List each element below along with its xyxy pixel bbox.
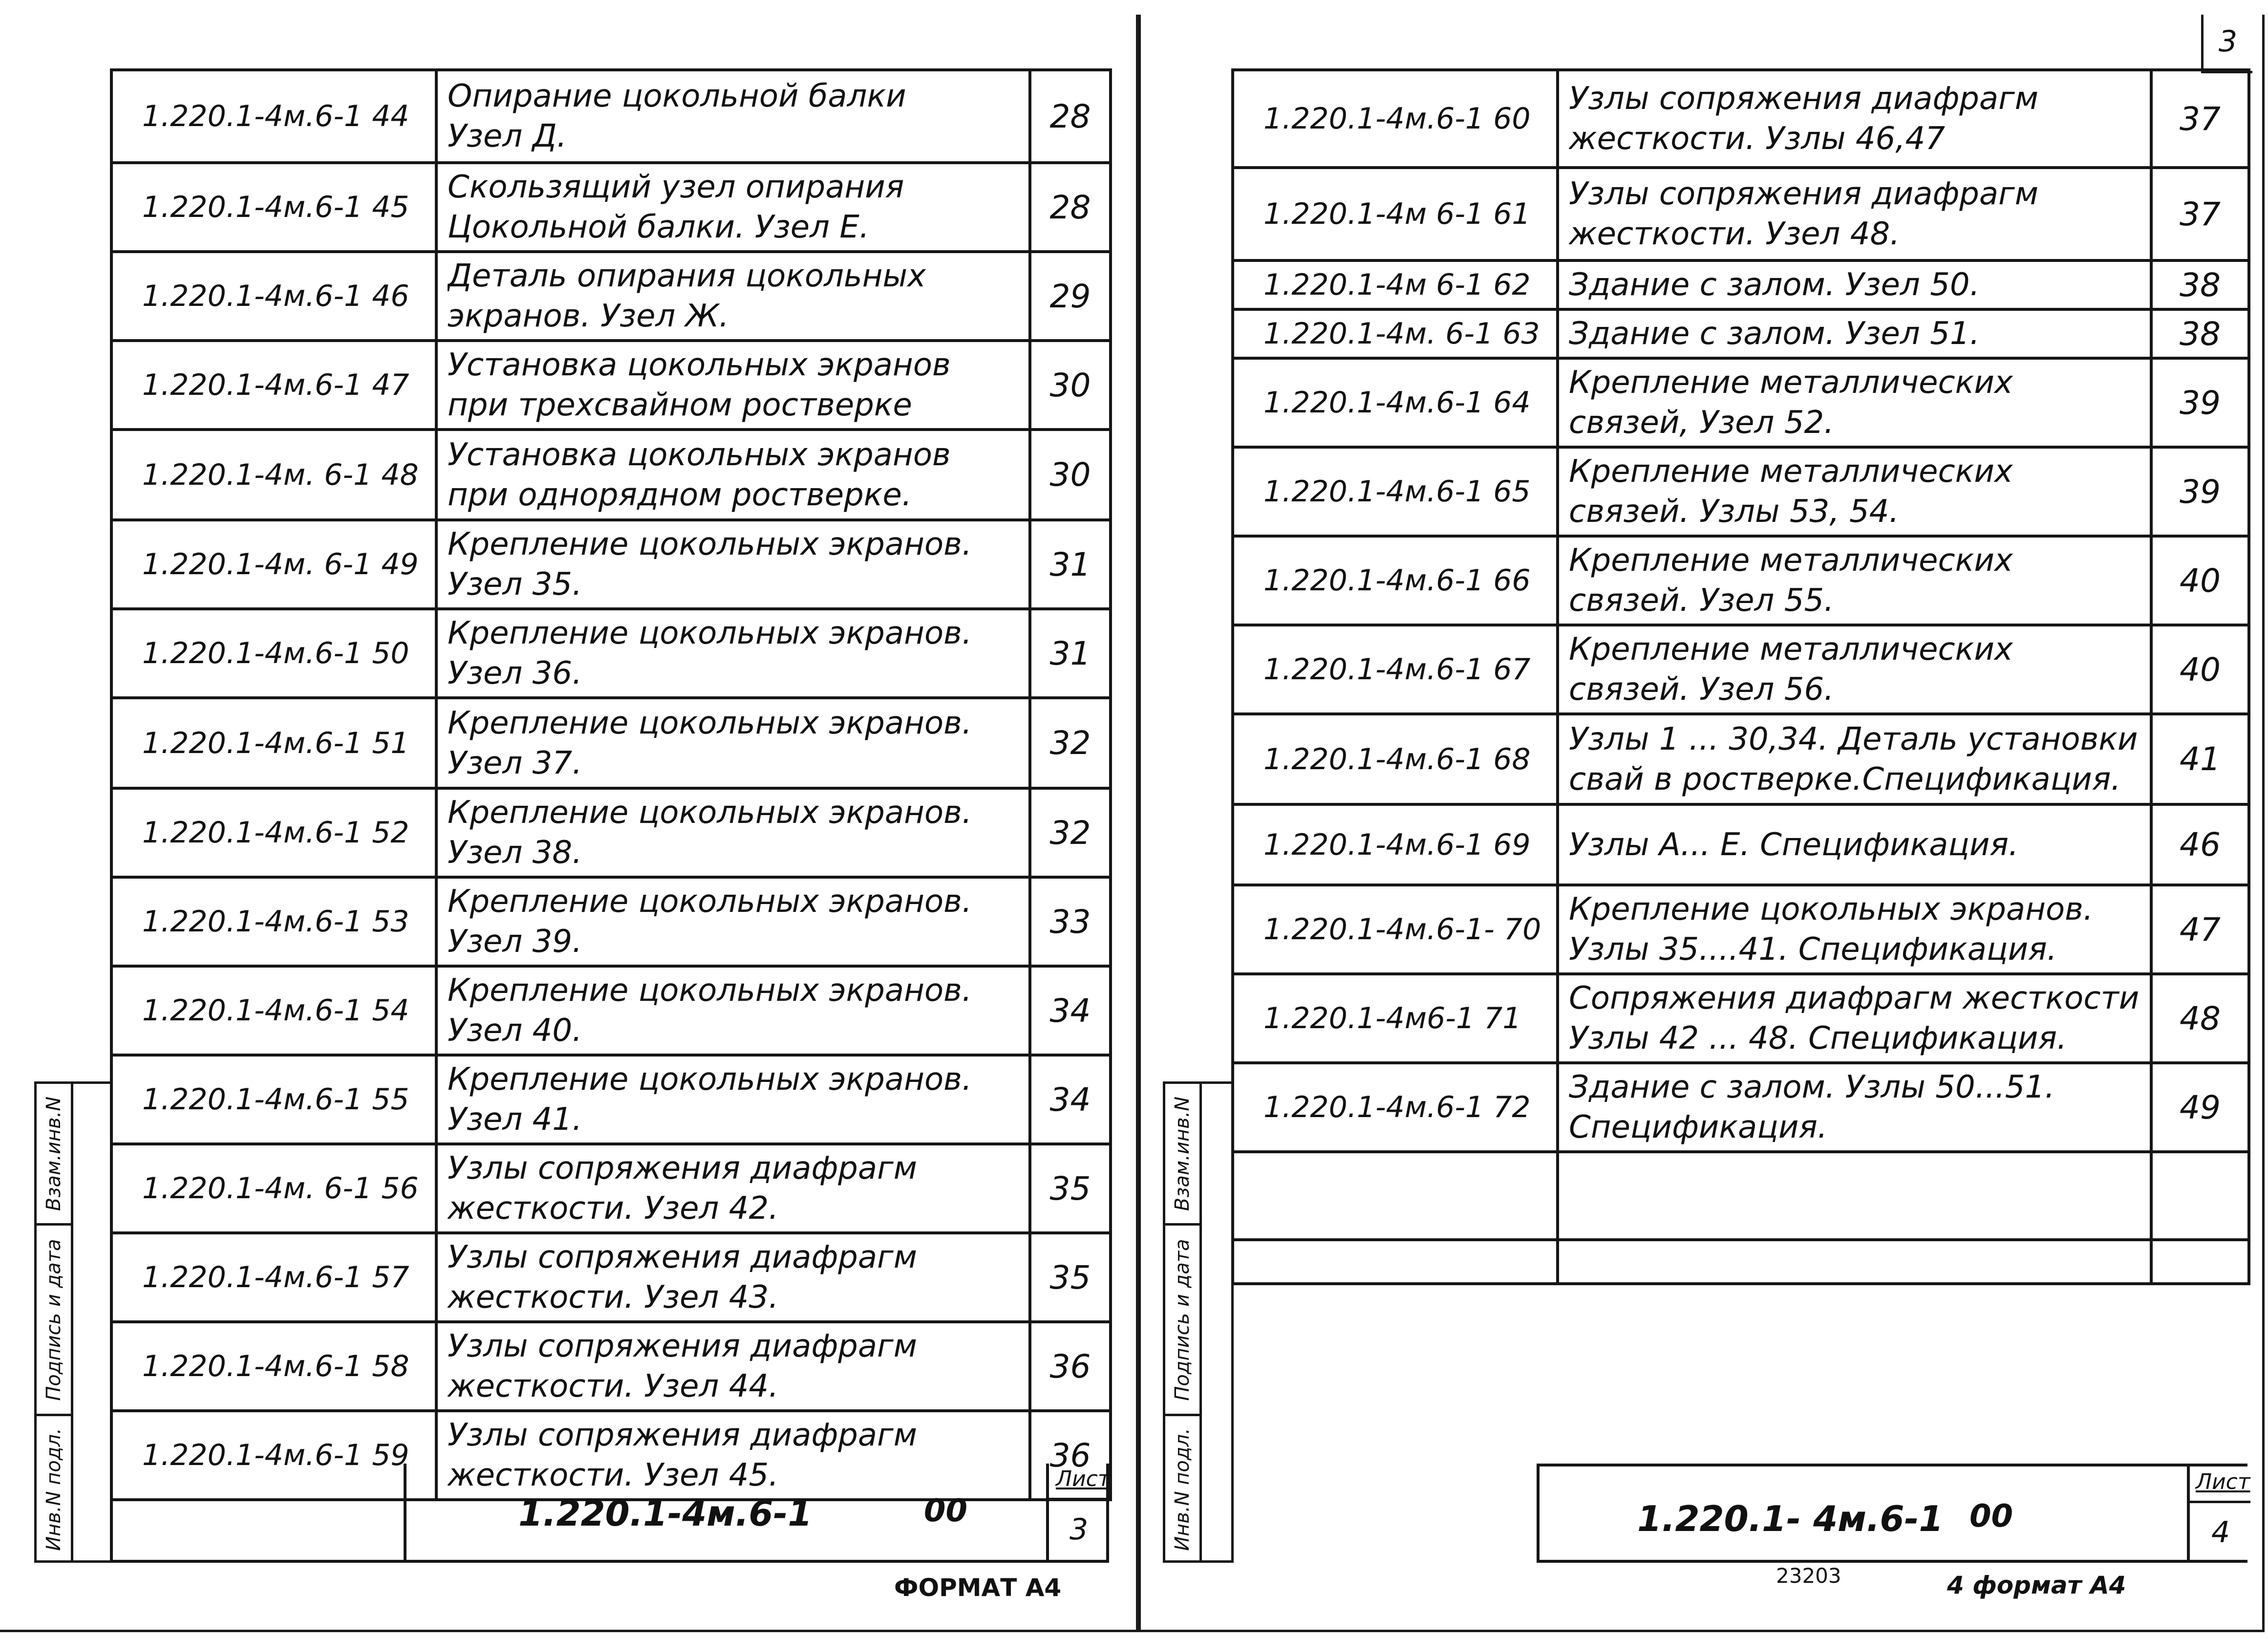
right-tb-rev: 00 bbox=[1969, 1498, 2013, 1534]
right-sign-cell bbox=[1165, 1226, 1199, 1416]
description-line: Крепление цокольных экранов. bbox=[448, 795, 972, 831]
description-line: жесткости. Узел 43. bbox=[448, 1279, 779, 1316]
page-number-cell: 31 bbox=[1030, 520, 1111, 609]
left-sheet-box-line bbox=[1049, 1498, 1112, 1500]
description-cell bbox=[436, 966, 1030, 1055]
description-cell bbox=[1558, 974, 2151, 1063]
contents-row bbox=[111, 1144, 1111, 1233]
page-number-cell: 31 bbox=[1030, 609, 1111, 698]
left-inv-cell bbox=[37, 1416, 71, 1563]
right-inv-cell bbox=[1165, 1416, 1199, 1563]
page-number-cell: 36 bbox=[1030, 1411, 1111, 1500]
description-cell bbox=[1558, 309, 2151, 358]
description-cell bbox=[436, 163, 1030, 252]
left-contents-table bbox=[110, 68, 1112, 1501]
description-cell bbox=[1558, 885, 2151, 974]
right-inv-label: Инв.N подл. bbox=[1171, 1428, 1194, 1551]
right-title-block bbox=[1537, 1464, 2250, 1563]
right-format-note: 4 формат А4 bbox=[1947, 1571, 2126, 1599]
drawing-code-cell: 1.220.1-4м.6-1 65 bbox=[1233, 447, 1558, 536]
description-cell bbox=[436, 252, 1030, 341]
description-cell bbox=[436, 1233, 1030, 1322]
description-cell bbox=[1558, 536, 2151, 625]
description-cell bbox=[436, 70, 1030, 163]
description-line: жесткости. Узел 44. bbox=[448, 1368, 779, 1404]
page-number-cell: 37 bbox=[2151, 70, 2249, 168]
description-line: Крепление металлических bbox=[1569, 365, 2013, 401]
description-line: жесткости. Узел 48. bbox=[1569, 216, 1900, 252]
drawing-code-cell: 1.220.1-4м.6-1 64 bbox=[1233, 358, 1558, 447]
description-line: Узлы сопряжения диафрагм bbox=[448, 1239, 917, 1275]
description-line: свай в ростверке.Спецификация. bbox=[1569, 761, 2121, 798]
description-line: связей, Узел 52. bbox=[1569, 405, 1834, 441]
description-line: Узлы сопряжения диафрагм bbox=[448, 1417, 917, 1453]
description-line: Узлы 1 ... 30,34. Деталь установки bbox=[1569, 721, 2138, 757]
drawing-code-cell: 1.220.1-4м.6-1 46 bbox=[111, 252, 436, 341]
right-stamp-number: 23203 bbox=[1776, 1564, 1841, 1588]
contents-row bbox=[1233, 536, 2249, 625]
left-side-strip bbox=[34, 1081, 112, 1563]
drawing-code-cell: 1.220.1-4м 6-1 61 bbox=[1233, 168, 1558, 260]
description-line: Узлы А... Е. Спецификация. bbox=[1569, 826, 2019, 863]
page-number-cell: 32 bbox=[1030, 698, 1111, 788]
description-line: Узел 36. bbox=[448, 655, 582, 691]
description-cell bbox=[436, 609, 1030, 698]
contents-row bbox=[111, 70, 1111, 163]
description-cell bbox=[1558, 1152, 2151, 1240]
description-line: жесткости. Узел 45. bbox=[448, 1457, 779, 1493]
left-sheet-number: 3 bbox=[1070, 1512, 1089, 1547]
description-line: Крепление цокольных экранов. bbox=[448, 972, 972, 1009]
contents-row bbox=[111, 163, 1111, 252]
description-line: при трехсвайном ростверке bbox=[448, 387, 912, 423]
left-sheet-box bbox=[1046, 1464, 1112, 1560]
description-line: Узел 37. bbox=[448, 745, 582, 781]
description-line: Крепление цокольных экранов. bbox=[448, 884, 972, 920]
description-cell bbox=[436, 1144, 1030, 1233]
left-format-note: ФОРМАТ А4 bbox=[894, 1574, 1062, 1602]
drawing-code-cell: 1.220.1-4м.6-1 57 bbox=[111, 1233, 436, 1322]
description-line: жесткости. Узлы 46,47 bbox=[1569, 121, 1946, 157]
page-number-cell bbox=[2151, 1240, 2249, 1284]
right-sheet bbox=[1138, 15, 2265, 1632]
contents-row bbox=[111, 698, 1111, 788]
page-number-cell: 39 bbox=[2151, 358, 2249, 447]
drawing-code-cell: 1.220.1-4м.6-1 51 bbox=[111, 698, 436, 788]
drawing-code-cell: 1.220.1-4м6-1 71 bbox=[1233, 974, 1558, 1063]
description-line: Крепление металлических bbox=[1569, 453, 2013, 490]
description-cell bbox=[436, 341, 1030, 430]
page-number-cell: 47 bbox=[2151, 885, 2249, 974]
description-cell bbox=[1558, 260, 2151, 309]
description-line: Здание с залом. Узел 51. bbox=[1569, 316, 1980, 352]
left-tb-code: 1.220.1-4м.6-1 bbox=[518, 1493, 813, 1534]
page-number-cell: 48 bbox=[2151, 974, 2249, 1063]
description-cell bbox=[1558, 70, 2151, 168]
description-line: Здание с залом. Узел 50. bbox=[1569, 267, 1980, 303]
contents-row bbox=[1233, 447, 2249, 536]
right-sheet-number: 4 bbox=[2211, 1515, 2230, 1550]
contents-row bbox=[1233, 168, 2249, 260]
description-line: Крепление металлических bbox=[1569, 631, 2013, 668]
contents-row bbox=[1233, 804, 2249, 885]
description-line: Узлы 42 ... 48. Спецификация. bbox=[1569, 1020, 2067, 1057]
page-number-cell: 36 bbox=[1030, 1322, 1111, 1411]
drawing-code-cell: 1.220.1-4м. 6-1 63 bbox=[1233, 309, 1558, 358]
contents-row bbox=[111, 1233, 1111, 1322]
drawing-code-cell: 1.220.1-4м.6-1 55 bbox=[111, 1055, 436, 1144]
drawing-code-cell bbox=[1233, 1240, 1558, 1284]
description-line: связей. Узел 56. bbox=[1569, 671, 1834, 708]
right-vzam-cell bbox=[1165, 1084, 1199, 1226]
contents-row bbox=[111, 966, 1111, 1055]
drawing-code-cell: 1.220.1-4м. 6-1 56 bbox=[111, 1144, 436, 1233]
drawing-code-cell: 1.220.1-4м.6-1 68 bbox=[1233, 714, 1558, 804]
page-number-cell: 28 bbox=[1030, 70, 1111, 163]
page-number-cell: 37 bbox=[2151, 168, 2249, 260]
left-sheet-label: Лист bbox=[1056, 1466, 1111, 1491]
description-cell bbox=[436, 1322, 1030, 1411]
page-number-cell: 33 bbox=[1030, 877, 1111, 966]
page-number-cell: 34 bbox=[1030, 966, 1111, 1055]
left-table-body bbox=[111, 70, 1111, 1500]
page-number-cell: 30 bbox=[1030, 341, 1111, 430]
description-line: Крепление металлических bbox=[1569, 542, 2013, 579]
left-tb-rev: 00 bbox=[924, 1493, 968, 1529]
page-number-cell: 29 bbox=[1030, 252, 1111, 341]
contents-row bbox=[111, 877, 1111, 966]
description-line: при однорядном ростверке. bbox=[448, 476, 912, 513]
description-cell bbox=[1558, 714, 2151, 804]
drawing-code-cell: 1.220.1-4м.6-1 53 bbox=[111, 877, 436, 966]
description-line: Крепление цокольных экранов. bbox=[448, 1061, 972, 1098]
drawing-code-cell: 1.220.1-4м. 6-1 48 bbox=[111, 430, 436, 520]
page-number-cell: 34 bbox=[1030, 1055, 1111, 1144]
description-line: Крепление цокольных экранов. bbox=[1569, 891, 2094, 927]
drawing-code-cell: 1.220.1-4м.6-1 44 bbox=[111, 70, 436, 163]
drawing-code-cell: 1.220.1-4м.6-1 45 bbox=[111, 163, 436, 252]
description-line: Узел 41. bbox=[448, 1101, 582, 1138]
contents-row bbox=[1233, 714, 2249, 804]
left-tb-divider bbox=[404, 1464, 407, 1560]
description-line: Узлы сопряжения диафрагм bbox=[448, 1150, 917, 1186]
page-number-cell bbox=[2151, 1152, 2249, 1240]
left-title-block bbox=[110, 1464, 1109, 1563]
description-cell bbox=[1558, 1240, 2151, 1284]
drawing-code-cell: 1.220.1-4м.6-1 66 bbox=[1233, 536, 1558, 625]
description-line: Узлы сопряжения диафрагм bbox=[1569, 81, 2038, 117]
drawing-code-cell: 1.220.1-4м.6-1 54 bbox=[111, 966, 436, 1055]
left-side-col bbox=[37, 1084, 73, 1560]
description-line: Крепление цокольных экранов. bbox=[448, 705, 972, 741]
description-cell bbox=[1558, 447, 2151, 536]
right-sheet-box bbox=[2187, 1466, 2250, 1560]
contents-row bbox=[111, 1322, 1111, 1411]
description-line: Узлы сопряжения диафрагм bbox=[448, 1328, 917, 1364]
drawing-code-cell: 1.220.1-4м.6-1 72 bbox=[1233, 1063, 1558, 1152]
description-cell bbox=[1558, 358, 2151, 447]
description-line: Деталь опирания цокольных bbox=[448, 258, 926, 294]
left-sign-label: Подпись и дата bbox=[43, 1238, 65, 1401]
description-cell bbox=[1558, 804, 2151, 885]
right-corner-box bbox=[2201, 15, 2252, 73]
description-line: Узел Д. bbox=[448, 118, 567, 154]
right-sheet-label: Лист bbox=[2196, 1469, 2250, 1494]
drawing-code-cell: 1.220.1-4м.6-1 59 bbox=[111, 1411, 436, 1500]
contents-row bbox=[1233, 1152, 2249, 1240]
page-number-cell: 40 bbox=[2151, 625, 2249, 714]
contents-row bbox=[1233, 1063, 2249, 1152]
left-vzam-label: Взам.инв.N bbox=[43, 1096, 65, 1211]
drawing-code-cell: 1.220.1-4м.6-1 67 bbox=[1233, 625, 1558, 714]
drawing-code-cell: 1.220.1-4м. 6-1 49 bbox=[111, 520, 436, 609]
drawing-code-cell: 1.220.1-4м 6-1 62 bbox=[1233, 260, 1558, 309]
contents-row bbox=[1233, 625, 2249, 714]
page-number-cell: 32 bbox=[1030, 788, 1111, 877]
description-line: Узел 40. bbox=[448, 1013, 582, 1049]
contents-row bbox=[1233, 885, 2249, 974]
description-cell bbox=[1558, 1063, 2151, 1152]
right-table-body bbox=[1233, 70, 2249, 1284]
drawing-code-cell: 1.220.1-4м.6-1- 70 bbox=[1233, 885, 1558, 974]
contents-row bbox=[111, 609, 1111, 698]
page-number-cell: 46 bbox=[2151, 804, 2249, 885]
page-number-cell: 38 bbox=[2151, 260, 2249, 309]
contents-row bbox=[111, 252, 1111, 341]
description-line: Узлы 35....41. Спецификация. bbox=[1569, 931, 2057, 968]
description-cell bbox=[436, 877, 1030, 966]
description-line: Спецификация. bbox=[1569, 1109, 1828, 1145]
contents-row bbox=[1233, 358, 2249, 447]
description-line: Узел 35. bbox=[448, 566, 582, 603]
right-sheet-box-line bbox=[2190, 1501, 2250, 1503]
right-contents-table bbox=[1231, 68, 2250, 1285]
page-number-cell: 30 bbox=[1030, 430, 1111, 520]
description-cell bbox=[436, 698, 1030, 788]
right-side-strip bbox=[1163, 1081, 1234, 1563]
description-line: связей. Узлы 53, 54. bbox=[1569, 494, 1899, 530]
description-line: Крепление цокольных экранов. bbox=[448, 526, 972, 562]
description-line: Цокольной балки. Узел Е. bbox=[448, 209, 870, 245]
contents-row bbox=[111, 788, 1111, 877]
contents-row bbox=[1233, 974, 2249, 1063]
description-line: Сопряжения диафрагм жесткости bbox=[1569, 980, 2140, 1016]
page-number-cell: 28 bbox=[1030, 163, 1111, 252]
contents-row bbox=[111, 341, 1111, 430]
right-sign-label: Подпись и дата bbox=[1171, 1238, 1194, 1401]
description-line: Установка цокольных экранов bbox=[448, 436, 951, 473]
right-vzam-label: Взам.инв.N bbox=[1171, 1096, 1194, 1211]
right-tb-code: 1.220.1- 4м.6-1 bbox=[1637, 1498, 1944, 1539]
contents-row bbox=[111, 520, 1111, 609]
left-vzam-cell bbox=[37, 1084, 71, 1226]
contents-row bbox=[111, 430, 1111, 520]
description-line: Установка цокольных экранов bbox=[448, 347, 951, 383]
contents-row bbox=[1233, 70, 2249, 168]
drawing-code-cell: 1.220.1-4м.6-1 60 bbox=[1233, 70, 1558, 168]
description-line: экранов. Узел Ж. bbox=[448, 298, 729, 334]
contents-row bbox=[111, 1055, 1111, 1144]
right-side-col bbox=[1165, 1084, 1202, 1560]
contents-row bbox=[1233, 260, 2249, 309]
drawing-code-cell bbox=[1233, 1152, 1558, 1240]
left-sign-cell bbox=[37, 1226, 71, 1416]
page-number-cell: 38 bbox=[2151, 309, 2249, 358]
contents-row bbox=[1233, 1240, 2249, 1284]
contents-row bbox=[1233, 309, 2249, 358]
description-line: Опирание цокольной балки bbox=[448, 78, 906, 114]
description-line: Узлы сопряжения диафрагм bbox=[1569, 176, 2038, 212]
description-cell bbox=[436, 430, 1030, 520]
description-line: Узел 38. bbox=[448, 835, 582, 871]
page-number-cell: 39 bbox=[2151, 447, 2249, 536]
page-number-cell: 40 bbox=[2151, 536, 2249, 625]
page-number-cell: 49 bbox=[2151, 1063, 2249, 1152]
description-line: Здание с залом. Узлы 50...51. bbox=[1569, 1069, 2055, 1105]
description-cell bbox=[436, 1055, 1030, 1144]
right-corner-number: 3 bbox=[2218, 24, 2238, 59]
description-cell bbox=[1558, 168, 2151, 260]
description-cell bbox=[436, 788, 1030, 877]
description-line: жесткости. Узел 42. bbox=[448, 1190, 779, 1227]
page-number-cell: 35 bbox=[1030, 1233, 1111, 1322]
drawing-code-cell: 1.220.1-4м.6-1 58 bbox=[111, 1322, 436, 1411]
page-number-cell: 41 bbox=[2151, 714, 2249, 804]
drawing-code-cell: 1.220.1-4м.6-1 47 bbox=[111, 341, 436, 430]
description-line: Скользящий узел опирания bbox=[448, 169, 904, 205]
drawing-code-cell: 1.220.1-4м.6-1 69 bbox=[1233, 804, 1558, 885]
description-line: Узел 39. bbox=[448, 924, 582, 960]
description-line: связей. Узел 55. bbox=[1569, 582, 1834, 619]
drawing-code-cell: 1.220.1-4м.6-1 52 bbox=[111, 788, 436, 877]
left-inv-label: Инв.N подл. bbox=[43, 1428, 65, 1551]
description-cell bbox=[1558, 625, 2151, 714]
description-line: Крепление цокольных экранов. bbox=[448, 615, 972, 651]
left-sheet bbox=[0, 15, 1138, 1632]
page-number-cell: 35 bbox=[1030, 1144, 1111, 1233]
drawing-code-cell: 1.220.1-4м.6-1 50 bbox=[111, 609, 436, 698]
description-cell bbox=[436, 520, 1030, 609]
